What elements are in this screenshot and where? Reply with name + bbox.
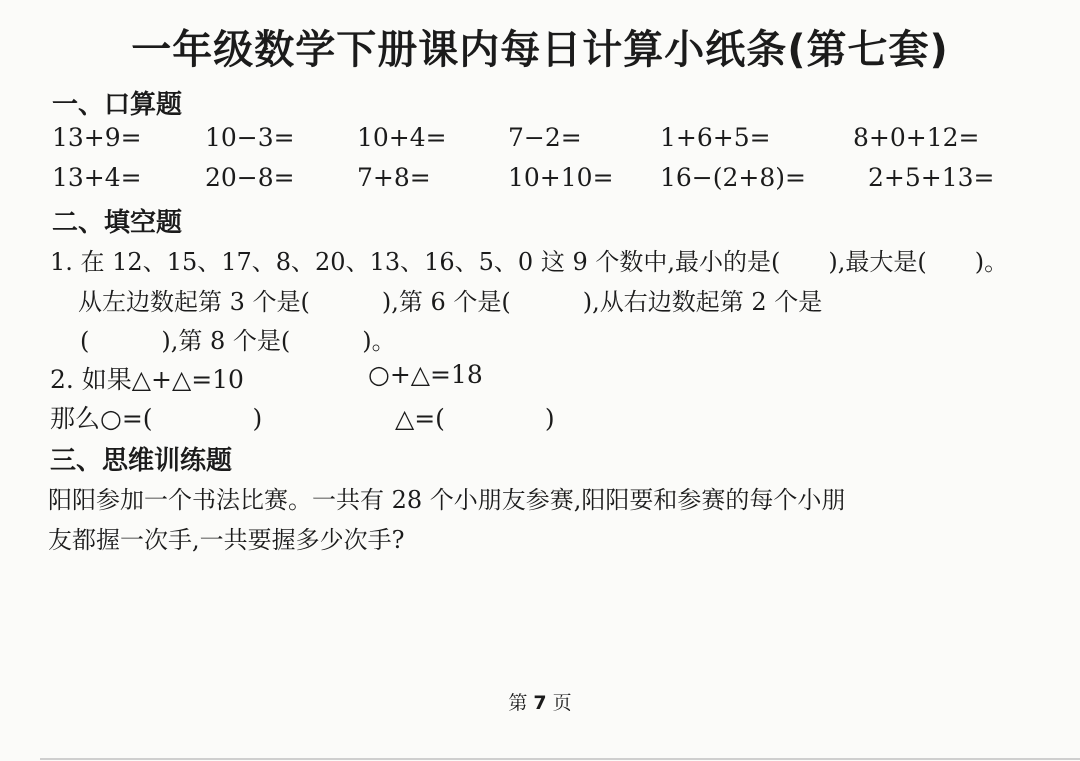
thinking-problem-line: 友都握一次手,一共要握多少次手? [48,526,405,554]
page-title: 一年级数学下册课内每日计算小纸条(第七套) [131,27,949,73]
footer-prefix: 第 [508,692,528,714]
oral-problem: 13+4= [52,163,142,192]
section-oral-heading: 一、口算题 [52,90,183,120]
page-footer [0,688,1080,715]
footer-suffix: 页 [552,692,572,714]
fill-q1-line: ( ),第 8 个是( )。 [80,327,396,355]
bottom-rule [40,758,1080,760]
fill-q2-answer: 那么○=( ) [50,404,263,433]
oral-problem: 10+4= [357,123,447,152]
oral-problem: 16−(2+8)= [660,163,806,192]
oral-problem: 20−8= [205,163,295,192]
oral-problem: 2+5+13= [868,163,995,192]
fill-q1-line: 从左边数起第 3 个是( ),第 6 个是( ),从右边数起第 2 个是 [78,288,823,316]
section-fill-heading: 二、填空题 [52,208,183,238]
thinking-problem-line: 阳阳参加一个书法比赛。一共有 28 个小朋友参赛,阳阳要和参赛的每个小朋 [48,486,846,514]
oral-problem: 7+8= [357,163,431,192]
page-number: 7 [533,692,547,714]
oral-problem: 13+9= [52,123,142,152]
oral-problem: 1+6+5= [660,123,771,152]
oral-problem: 8+0+12= [853,123,980,152]
fill-q2-condition: 2. 如果△+△=10 [50,365,244,394]
section-thinking-heading: 三、思维训练题 [50,446,233,476]
fill-q2-answer: △=( ) [395,404,555,433]
fill-q2-condition: ○+△=18 [368,360,483,389]
oral-problem: 10−3= [205,123,295,152]
oral-problem: 7−2= [508,123,582,152]
fill-q1-line: 1. 在 12、15、17、8、20、13、16、5、0 这 9 个数中,最小的是( ),最大是( )。 [50,248,1009,276]
oral-problem: 10+10= [508,163,614,192]
